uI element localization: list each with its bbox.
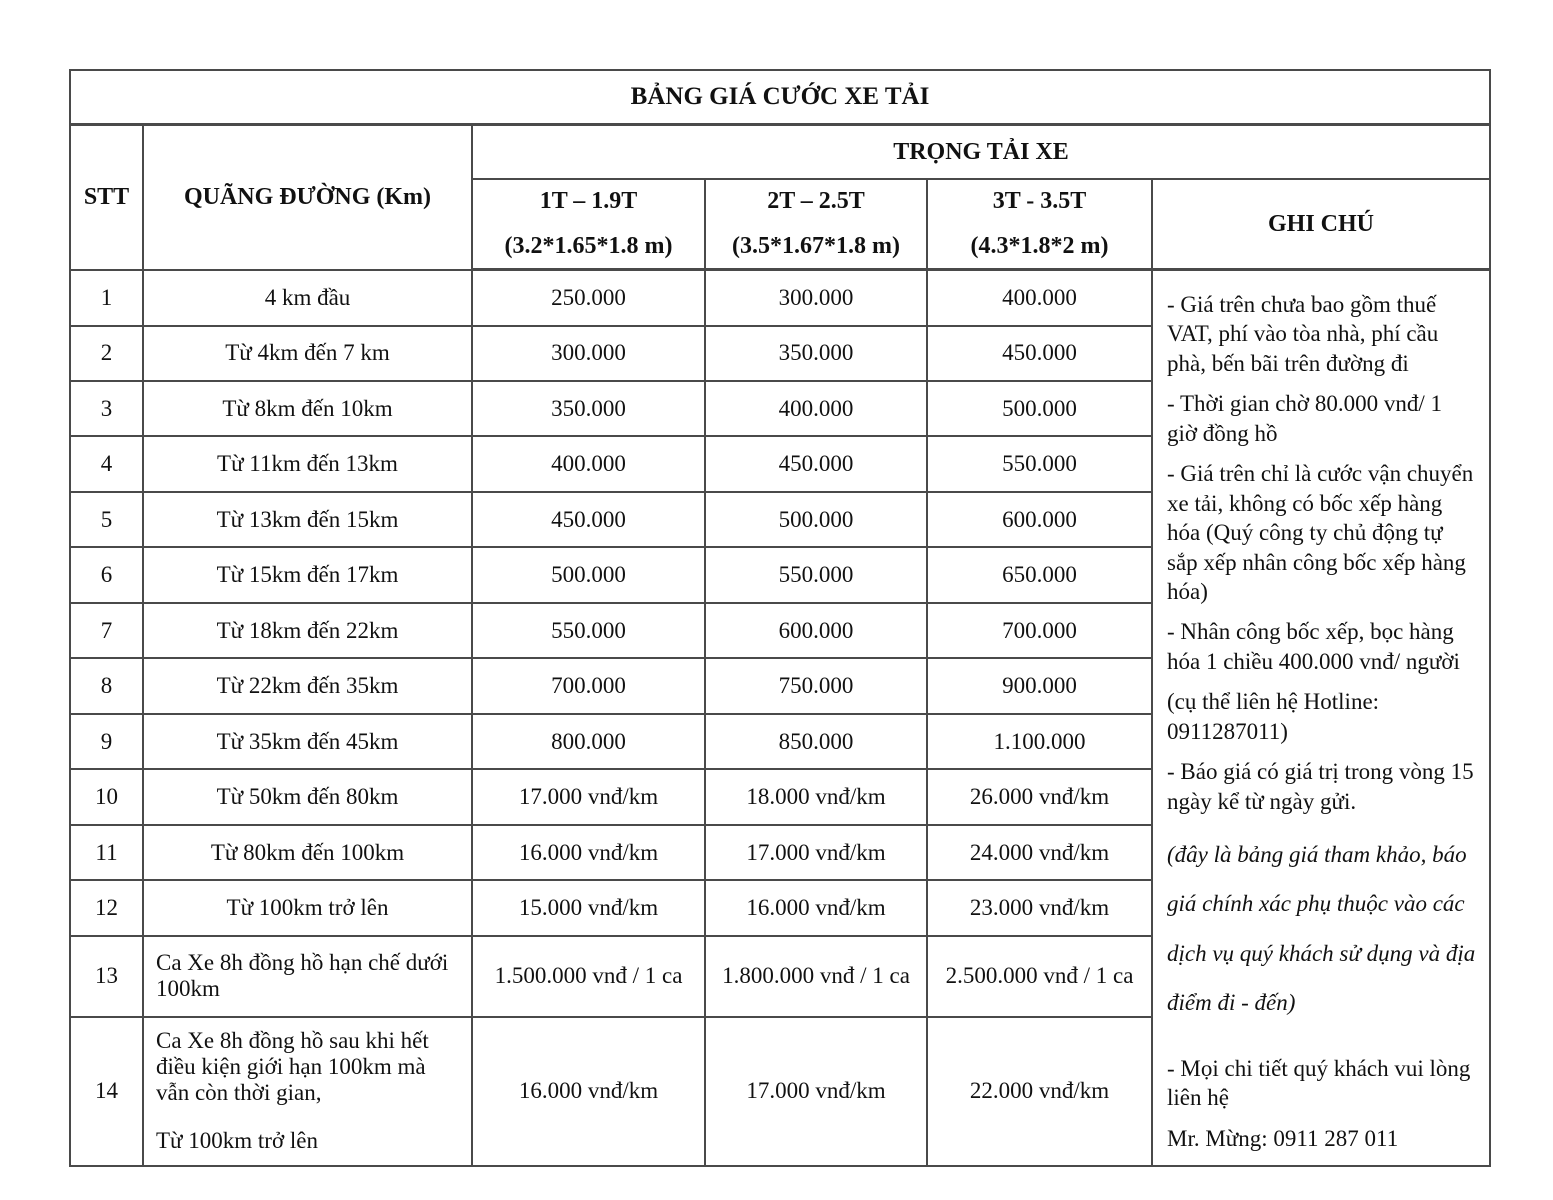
price-cell-1t: 15.000 vnđ/km [472, 880, 705, 935]
price-cell-1t: 16.000 vnđ/km [472, 825, 705, 880]
header-tonnage-3 [927, 179, 1152, 270]
stt-cell: 8 [70, 658, 143, 713]
distance-cell: 4 km đầu [143, 270, 472, 326]
note-paragraph: - Nhân công bốc xếp, bọc hàng hóa 1 chiều 400.000 vnđ/ người [1167, 619, 1460, 674]
distance-cell: Từ 8km đến 10km [143, 381, 472, 436]
note-paragraph: (cụ thể liên hệ Hotline: 0911287011) [1167, 689, 1380, 744]
distance-line-1: Ca Xe 8h đồng hồ sau khi hết điều kiện giới hạn 100km mà vẫn còn thời gian, [156, 1028, 429, 1106]
price-cell-2t: 450.000 [705, 436, 927, 491]
price-cell-2t: 350.000 [705, 326, 927, 381]
price-cell-3t: 24.000 vnđ/km [927, 825, 1152, 880]
price-cell-2t: 18.000 vnđ/km [705, 769, 927, 824]
price-cell-1t: 800.000 [472, 714, 705, 769]
price-cell-1t: 16.000 vnđ/km [472, 1017, 705, 1167]
table-title: BẢNG GIÁ CƯỚC XE TẢI [70, 70, 1490, 125]
price-cell-1t: 250.000 [472, 270, 705, 326]
price-cell-1t: 550.000 [472, 603, 705, 658]
price-cell-3t: 2.500.000 vnđ / 1 ca [927, 936, 1152, 1017]
distance-cell: Từ 80km đến 100km [143, 825, 472, 880]
price-cell-2t: 1.800.000 vnđ / 1 ca [705, 936, 927, 1017]
distance-cell [143, 1017, 472, 1167]
stt-cell: 4 [70, 436, 143, 491]
stt-cell: 3 [70, 381, 143, 436]
price-cell-3t: 500.000 [927, 381, 1152, 436]
price-cell-1t: 17.000 vnđ/km [472, 769, 705, 824]
stt-cell: 11 [70, 825, 143, 880]
stt-cell: 13 [70, 936, 143, 1017]
price-cell-1t: 450.000 [472, 492, 705, 547]
distance-cell: Từ 50km đến 80km [143, 769, 472, 824]
price-cell-1t: 350.000 [472, 381, 705, 436]
price-cell-3t: 700.000 [927, 603, 1152, 658]
price-cell-3t: 23.000 vnđ/km [927, 880, 1152, 935]
stt-cell: 10 [70, 769, 143, 824]
stt-cell: 14 [70, 1017, 143, 1167]
price-cell-2t: 17.000 vnđ/km [705, 1017, 927, 1167]
price-cell-3t: 26.000 vnđ/km [927, 769, 1152, 824]
tonnage-3-dims: (4.3*1.8*2 m) [970, 233, 1109, 259]
note-paragraph: - Mọi chi tiết quý khách vui lòng liên hệ [1167, 1055, 1471, 1111]
stt-cell: 7 [70, 603, 143, 658]
price-cell-2t: 500.000 [705, 492, 927, 547]
stt-cell: 5 [70, 492, 143, 547]
tonnage-1-dims: (3.2*1.65*1.8 m) [504, 233, 673, 259]
note-paragraph: - Giá trên chỉ là cước vận chuyển xe tải, không có bốc xếp hàng hóa (Quý công ty chủ động tự sắp xếp nhân công bốc xếp hàng hóa) [1167, 461, 1474, 604]
distance-cell: Từ 18km đến 22km [143, 603, 472, 658]
header-stt: STT [70, 125, 143, 270]
distance-cell: Từ 4km đến 7 km [143, 326, 472, 381]
table-row [70, 270, 1490, 326]
note-paragraph: - Giá trên chưa bao gồm thuế VAT, phí vào tòa nhà, phí cầu phà, bến bãi trên đường đi [1167, 292, 1439, 376]
header-row-group [70, 125, 1490, 180]
distance-cell: Ca Xe 8h đồng hồ hạn chế dưới 100km [143, 936, 472, 1017]
header-tonnage-2 [705, 179, 927, 270]
distance-line-2: Từ 100km trở lên [156, 1128, 318, 1154]
stt-cell: 12 [70, 880, 143, 935]
price-cell-1t: 300.000 [472, 326, 705, 381]
distance-cell: Từ 11km đến 13km [143, 436, 472, 491]
price-cell-3t: 22.000 vnđ/km [927, 1017, 1152, 1167]
price-cell-2t: 16.000 vnđ/km [705, 880, 927, 935]
note-paragraph: - Thời gian chờ 80.000 vnđ/ 1 giờ đồng hồ [1167, 391, 1442, 446]
note-paragraph-contact: Mr. Mừng: 0911 287 011 [1167, 1125, 1399, 1151]
header-tonnage-group: TRỌNG TẢI XE [472, 125, 1490, 180]
price-cell-3t: 600.000 [927, 492, 1152, 547]
price-cell-3t: 900.000 [927, 658, 1152, 713]
price-cell-2t: 400.000 [705, 381, 927, 436]
price-table [69, 69, 1491, 1167]
price-cell-3t: 550.000 [927, 436, 1152, 491]
price-cell-2t: 550.000 [705, 547, 927, 602]
price-cell-2t: 300.000 [705, 270, 927, 326]
price-cell-3t: 1.100.000 [927, 714, 1152, 769]
stt-cell: 6 [70, 547, 143, 602]
tonnage-1-label: 1T – 1.9T [539, 188, 638, 214]
price-cell-3t: 450.000 [927, 326, 1152, 381]
note-paragraph: - Báo giá có giá trị trong vòng 15 ngày kể từ ngày gửi. [1167, 759, 1474, 814]
distance-cell: Từ 13km đến 15km [143, 492, 472, 547]
price-cell-3t: 400.000 [927, 270, 1152, 326]
stt-cell: 1 [70, 270, 143, 326]
title-row [70, 70, 1490, 125]
note-paragraph-italic: (đây là bảng giá tham khảo, báo giá chính xác phụ thuộc vào các dịch vụ quý khách sử dụng và địa điểm đi - đến) [1167, 842, 1476, 1016]
distance-cell: Từ 22km đến 35km [143, 658, 472, 713]
header-tonnage-1 [472, 179, 705, 270]
tonnage-2-label: 2T – 2.5T [767, 188, 865, 214]
price-cell-1t: 400.000 [472, 436, 705, 491]
price-cell-2t: 17.000 vnđ/km [705, 825, 927, 880]
distance-cell: Từ 15km đến 17km [143, 547, 472, 602]
stt-cell: 9 [70, 714, 143, 769]
price-cell-2t: 850.000 [705, 714, 927, 769]
distance-cell: Từ 100km trở lên [143, 880, 472, 935]
price-cell-2t: 600.000 [705, 603, 927, 658]
price-cell-3t: 650.000 [927, 547, 1152, 602]
price-cell-1t: 500.000 [472, 547, 705, 602]
header-notes: GHI CHÚ [1152, 179, 1490, 270]
stt-cell: 2 [70, 326, 143, 381]
distance-cell: Từ 35km đến 45km [143, 714, 472, 769]
price-cell-1t: 700.000 [472, 658, 705, 713]
tonnage-2-dims: (3.5*1.67*1.8 m) [732, 233, 900, 259]
tonnage-3-label: 3T - 3.5T [992, 188, 1087, 214]
notes-cell [1152, 270, 1490, 1167]
price-cell-1t: 1.500.000 vnđ / 1 ca [472, 936, 705, 1017]
price-cell-2t: 750.000 [705, 658, 927, 713]
header-distance: QUÃNG ĐƯỜNG (Km) [143, 125, 472, 270]
